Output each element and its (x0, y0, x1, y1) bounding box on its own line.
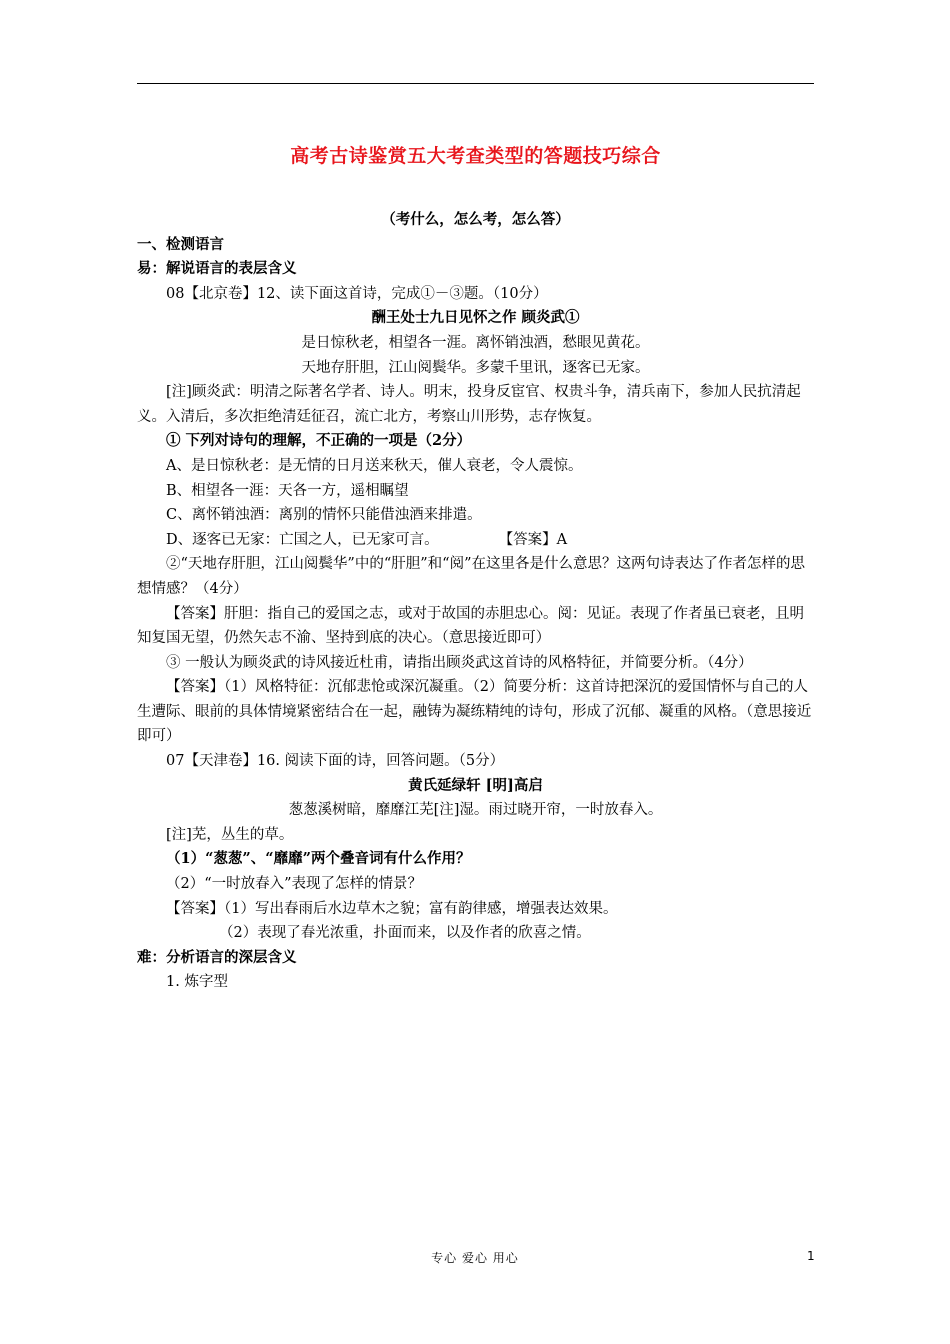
poem2-title: 黄氏延绿轩 [明]高启 (408, 776, 543, 794)
question-2: ②“天地存肝胆，江山阅鬓华”中的“肝胆”和“阅”在这里各是什么意思？这两句诗表达了作者怎样的思想情感？（4分） (137, 556, 805, 597)
option-b: B、相望各一涯：天各一方，遥相瞩望 (166, 482, 409, 499)
question-07-1: （1）“葱葱”、“靡靡”两个叠音词有什么作用？ (166, 850, 471, 868)
header-rule (137, 83, 814, 84)
question-3: ③ 一般认为顾炎武的诗风接近杜甫，请指出顾炎武这首诗的风格特征，并简要分析。（4分） (166, 654, 753, 671)
answer-07-1: 【答案】（1）写出春雨后水边草木之貌；富有韵律感，增强表达效果。 (166, 900, 618, 917)
option-d-row (137, 528, 814, 553)
poem1-line1: 是日惊秋老，相望各一涯。离怀销浊酒，愁眼见黄花。 (301, 334, 650, 351)
subsection-heading-easy: 易：解说语言的表层含义 (137, 260, 297, 278)
poem1-note: [注]顾炎武：明清之际著名学者、诗人。明末，投身反宦官、权贵斗争，清兵南下，参加人民抗清起义。入清后，多次拒绝清廷征召，流亡北方，考察山川形势，志存恢复。 (137, 384, 801, 425)
poem2-note: [注]芜，丛生的草。 (166, 826, 294, 843)
document-body (137, 140, 814, 995)
section-heading: 一、检测语言 (137, 235, 224, 253)
page-number: 1 (807, 1249, 815, 1263)
option-a: A、是日惊秋老：是无情的日月送来秋天，催人衰老，令人震惊。 (166, 457, 583, 474)
document-subtitle: （考什么，怎么考，怎么答） (381, 211, 570, 228)
subsection-heading-hard: 难：分析语言的深层含义 (137, 948, 297, 966)
poem2-line1: 葱葱溪树暗，靡靡江芜[注]湿。雨过晓开帘，一时放春入。 (288, 802, 663, 819)
question-1: ① 下列对诗句的理解，不正确的一项是（2分） (166, 432, 472, 450)
question-07-intro: 07【天津卷】16. 阅读下面的诗，回答问题。（5分） (166, 753, 505, 770)
question-07-2: （2）“一时放春入”表现了怎样的情景？ (166, 876, 423, 893)
answer-2: 【答案】肝胆：指自己的爱国之志，或对于故国的赤胆忠心。阅：见证。表现了作者虽已衰老，且明知复国无望，仍然矢志不渝、坚持到底的决心。（意思接近即可） (137, 605, 804, 647)
answer-07-2: （2）表现了春光浓重，扑面而来，以及作者的欣喜之情。 (219, 925, 591, 942)
option-c: C、离怀销浊酒：离别的情怀只能借浊酒来排遣。 (166, 507, 482, 524)
poem1-line2: 天地存肝胆，江山阅鬓华。多蒙千里讯，逐客已无家。 (301, 359, 650, 376)
option-d: D、逐客已无家：亡国之人，已无家可言。 (166, 531, 439, 548)
answer-3: 【答案】（1）风格特征：沉郁悲怆或深沉凝重。（2）简要分析：这首诗把深沉的爱国情怀与自己的人生遭际、眼前的具体情境紧密结合在一起，融铸为凝练精纯的诗句，形成了沉郁、凝重的风格。（意思接近即可） (137, 679, 812, 745)
list-item-1: 1. 炼字型 (166, 974, 228, 991)
question-08-intro: 08【北京卷】12、读下面这首诗，完成①－③题。（10分） (166, 285, 548, 302)
page-footer: 专心 爱心 用心 (431, 1251, 519, 1265)
answer-1: 【答案】A (498, 531, 568, 548)
poem1-title: 酬王处士九日见怀之作 顾炎武① (371, 309, 580, 327)
document-title: 高考古诗鉴赏五大考查类型的答题技巧综合 (290, 145, 661, 167)
